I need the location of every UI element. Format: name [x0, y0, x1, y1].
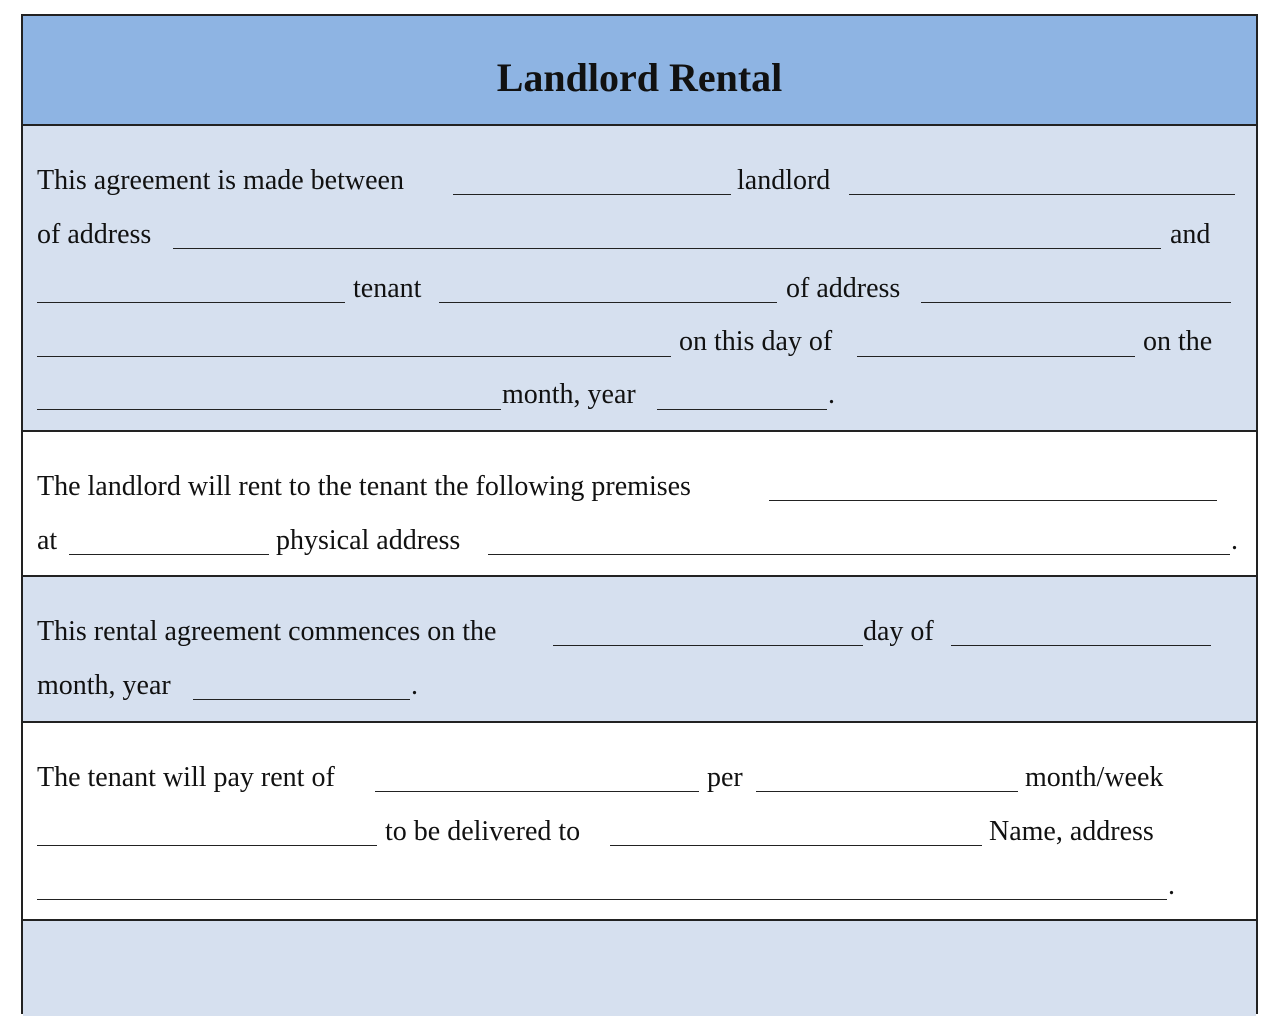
- field-party-name[interactable]: [453, 194, 731, 195]
- field-rent-amount[interactable]: [375, 791, 699, 792]
- label-pay-rent: The tenant will pay rent of: [37, 762, 335, 793]
- field-premises[interactable]: [769, 500, 1217, 501]
- section-rent: [23, 723, 1256, 921]
- label-landlord: landlord: [737, 165, 831, 196]
- label-of-address-1: of address: [37, 219, 152, 250]
- field-year[interactable]: [657, 409, 827, 410]
- label-tenant: tenant: [353, 273, 422, 304]
- field-physical-address[interactable]: [488, 554, 1230, 555]
- label-commences: This rental agreement commences on the: [37, 616, 497, 647]
- period: .: [828, 379, 835, 410]
- form-title: Landlord Rental: [496, 55, 783, 100]
- label-of-address-2: of address: [786, 273, 901, 304]
- field-tenant-pre[interactable]: [37, 302, 345, 303]
- period: .: [1231, 525, 1238, 556]
- field-month[interactable]: [37, 409, 501, 410]
- period: .: [1168, 870, 1175, 901]
- label-name-address: Name, address: [989, 816, 1154, 847]
- label-day-of: day of: [863, 616, 934, 647]
- field-commence-month[interactable]: [951, 645, 1211, 646]
- label-month-year: month, year: [502, 379, 636, 410]
- field-tenant-address[interactable]: [921, 302, 1231, 303]
- label-on-this-day-of: on this day of: [679, 326, 833, 357]
- field-address-cont[interactable]: [37, 356, 671, 357]
- field-delivered-to[interactable]: [610, 845, 982, 846]
- field-tenant-name[interactable]: [439, 302, 777, 303]
- field-rent-period[interactable]: [756, 791, 1018, 792]
- label-month-week: month/week: [1025, 762, 1164, 793]
- label-agreement-between: This agreement is made between: [37, 165, 404, 196]
- label-month-year: month, year: [37, 670, 171, 701]
- field-payee-address[interactable]: [37, 899, 1167, 900]
- label-at: at: [37, 525, 58, 556]
- form-header: [23, 16, 1256, 126]
- field-landlord-name[interactable]: [849, 194, 1235, 195]
- field-commence-day[interactable]: [553, 645, 863, 646]
- label-per: per: [707, 762, 743, 793]
- label-physical-address: physical address: [276, 525, 461, 556]
- field-commence-year[interactable]: [193, 699, 410, 700]
- label-on-the: on the: [1143, 326, 1213, 357]
- label-delivered-to: to be delivered to: [385, 816, 581, 847]
- label-and: and: [1170, 219, 1211, 250]
- section-premises: [23, 432, 1256, 577]
- period: .: [411, 670, 418, 701]
- field-landlord-address[interactable]: [173, 248, 1161, 249]
- section-commencement: [23, 577, 1256, 723]
- field-rent-extra[interactable]: [37, 845, 377, 846]
- form-frame: [21, 14, 1258, 1014]
- section-next: [23, 921, 1256, 1016]
- field-at[interactable]: [69, 554, 269, 555]
- section-parties: [23, 126, 1256, 432]
- label-premises: The landlord will rent to the tenant the following premises: [37, 471, 691, 502]
- field-day[interactable]: [857, 356, 1135, 357]
